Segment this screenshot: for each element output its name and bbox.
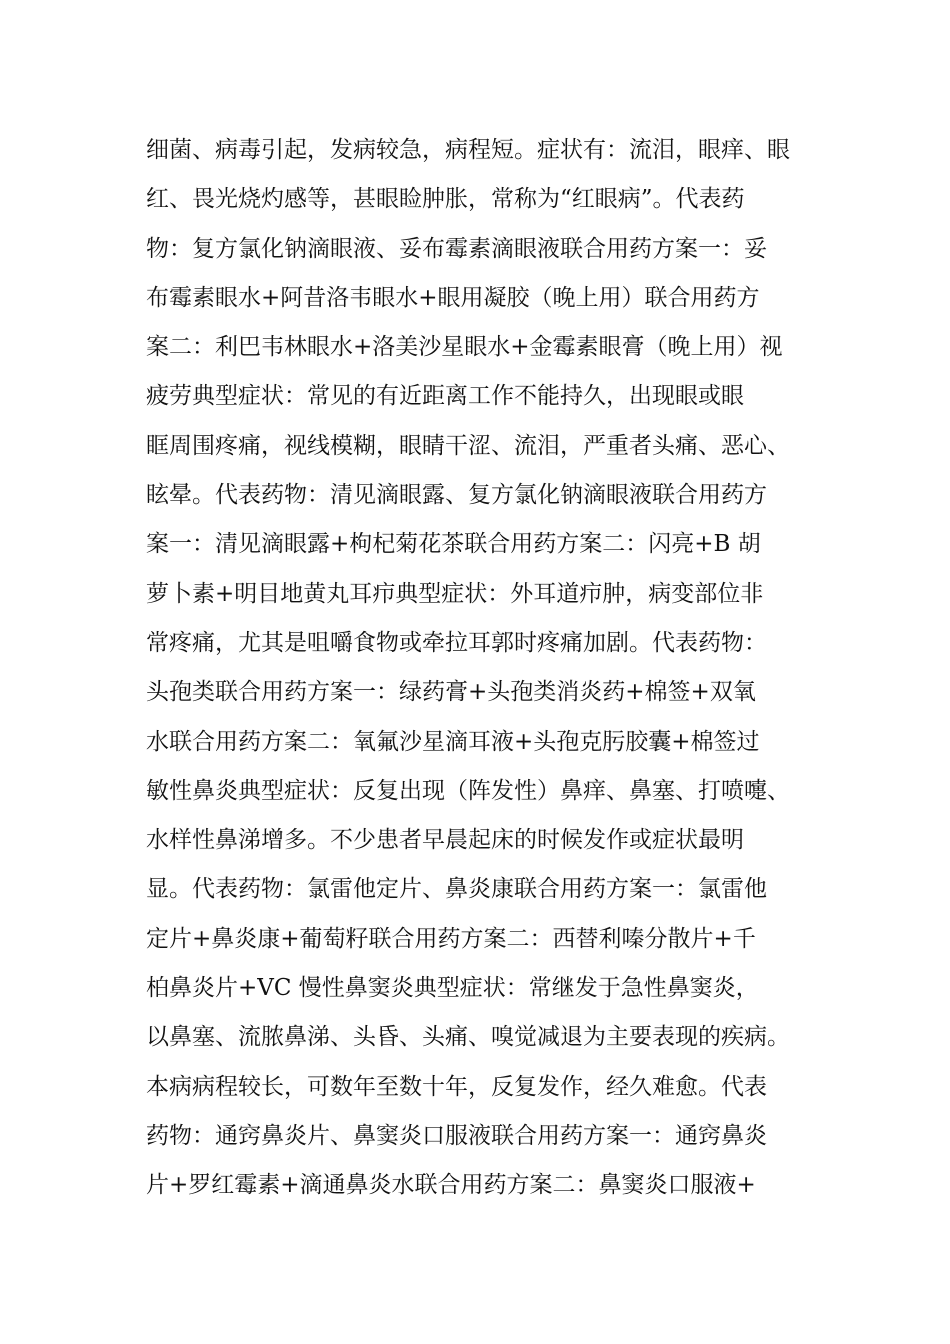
text-line: 细菌、病毒引起，发病较急，病程短。症状有：流泪，眼痒、眼: [146, 137, 790, 163]
text-line: 定片+鼻炎康+葡萄籽联合用药方案二：西替利嗪分散片+千: [146, 925, 756, 952]
text-line: 红、畏光烧灼感等，甚眼睑肿胀，常称为“红眼病”。代表药: [146, 186, 745, 213]
text-line: 水联合用药方案二：氧氟沙星滴耳液+头孢克肟胶囊+棉签过: [146, 728, 760, 755]
text-line: 眩晕。代表药物：清见滴眼露、复方氯化钠滴眼液联合用药方: [146, 482, 767, 509]
text-line: 案一：清见滴眼露+枸杞菊花茶联合用药方案二：闪亮+B 胡: [146, 531, 761, 558]
text-line: 以鼻塞、流脓鼻涕、头昏、头痛、嗅觉减退为主要表现的疾病。: [146, 1024, 790, 1051]
text-line: 柏鼻炎片+VC 慢性鼻窦炎典型症状：常继发于急性鼻窦炎，: [146, 975, 759, 1002]
text-line: 药物：通窍鼻炎片、鼻窦炎口服液联合用药方案一：通窍鼻炎: [146, 1122, 767, 1149]
text-line: 物：复方氯化钠滴眼液、妥布霉素滴眼液联合用药方案一：妥: [146, 235, 767, 262]
text-line: 布霉素眼水+阿昔洛韦眼水+眼用凝胶（晚上用）联合用药方: [146, 284, 760, 311]
text-line: 眶周围疼痛，视线模糊，眼睛干涩、流泪，严重者头痛、恶心、: [146, 432, 790, 459]
text-line: 水样性鼻涕增多。不少患者早晨起床的时候发作或症状最明: [146, 827, 744, 854]
text-line: 疲劳典型症状：常见的有近距离工作不能持久，出现眼或眼: [146, 383, 744, 410]
text-line: 头孢类联合用药方案一：绿药膏+头孢类消炎药+棉签+双氧: [146, 679, 756, 706]
text-line: 片+罗红霉素+滴通鼻炎水联合用药方案二：鼻窦炎口服液+: [146, 1172, 756, 1199]
text-line: 本病病程较长，可数年至数十年，反复发作，经久难愈。代表: [146, 1073, 767, 1100]
text-line: 案二：利巴韦林眼水+洛美沙星眼水+金霉素眼膏（晚上用）视: [146, 334, 783, 361]
text-line: 常疼痛，尤其是咀嚼食物或牵拉耳郭时疼痛加剧。代表药物：: [146, 629, 767, 656]
text-line: 敏性鼻炎典型症状：反复出现（阵发性）鼻痒、鼻塞、打喷嚏、: [146, 777, 790, 804]
text-line: 显。代表药物：氯雷他定片、鼻炎康联合用药方案一：氯雷他: [146, 876, 767, 903]
text-line: 萝卜素+明目地黄丸耳疖典型症状：外耳道疖肿，病变部位非: [146, 580, 764, 607]
body-text: [146, 126, 806, 1211]
